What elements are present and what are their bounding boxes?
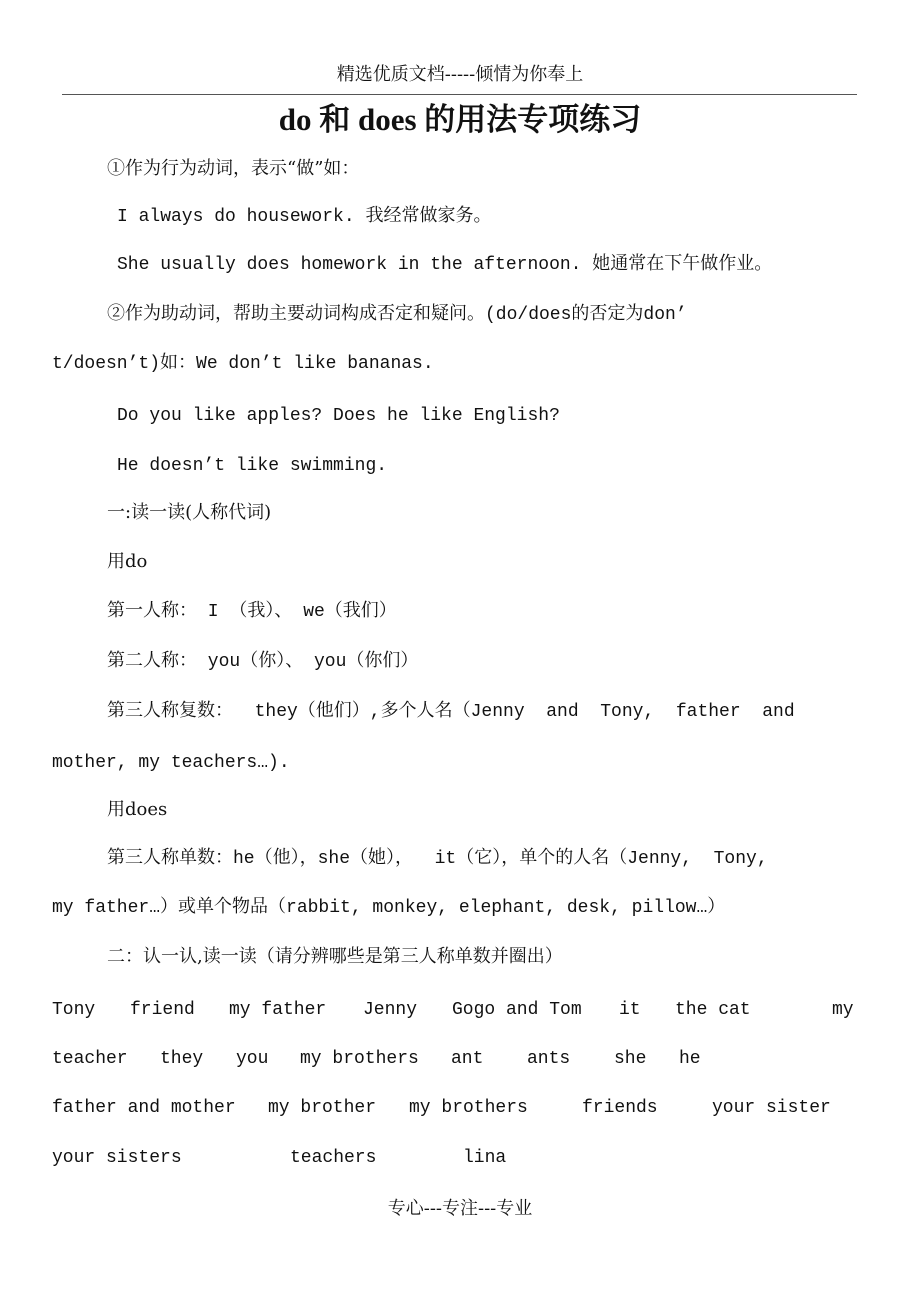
example-negative: He doesn’t like swimming. [117, 456, 388, 476]
word-item: teacher [52, 1049, 128, 1069]
section-1-heading: 一:读一读(人称代词) [107, 502, 272, 523]
word-item: Gogo and Tom [452, 1000, 582, 1020]
example-sentence-1: I always do housework. 我经常做家务。 [117, 207, 492, 227]
word-item: ants [527, 1049, 571, 1069]
word-item: friend [130, 1000, 195, 1020]
header-divider [62, 94, 857, 95]
use-do-label: 用do [107, 551, 148, 572]
word-item: your sister [712, 1098, 831, 1118]
document-title: do 和 does 的用法专项练习 [278, 102, 642, 137]
first-person-line: 第一人称： I （我）、 we（我们） [107, 602, 397, 622]
third-person-singular-line: 第三人称单数：he（他），she（她）， it（它），单个的人名（Jenny, Tony, [107, 849, 768, 869]
second-person-line: 第二人称： you（你）、 you（你们） [107, 652, 419, 672]
word-item: Jenny [363, 1000, 418, 1020]
word-item: my brothers [409, 1098, 528, 1118]
word-item: teachers [290, 1148, 377, 1168]
third-person-plural-line: 第三人称复数： they（他们）,多个人名（Jenny and Tony, father and [107, 702, 795, 722]
example-question: Do you like apples? Does he like English? [117, 406, 560, 426]
word-item: ant [451, 1049, 484, 1069]
usage-2-heading: ②作为助动词，帮助主要动词构成否定和疑问。(do/does的否定为don’ [107, 305, 687, 325]
word-item: the cat [675, 1000, 751, 1020]
word-item: Tony [52, 1000, 96, 1020]
example-sentence-2: She usually does homework in the afternoon. 她通常在下午做作业。 [117, 255, 773, 275]
usage-2-continued: t/doesn’t)如：We don’t like bananas. [52, 354, 434, 374]
section-2-heading: 二：认一认,读一读（请分辨哪些是第三人称单数并圈出） [107, 946, 563, 967]
word-item: you [236, 1049, 269, 1069]
page-header: 精选优质文档-----倾情为你奉上 [336, 64, 584, 85]
word-item: father and mother [52, 1098, 236, 1118]
word-item: he [679, 1049, 701, 1069]
word-item: it [619, 1000, 641, 1020]
word-item: she [614, 1049, 647, 1069]
word-item: friends [582, 1098, 658, 1118]
third-person-plural-continued: mother, my teachers…). [52, 753, 290, 773]
word-item: my [832, 1000, 854, 1020]
word-item: lina [463, 1148, 507, 1168]
use-does-label: 用does [107, 799, 168, 820]
word-item: my father [229, 1000, 327, 1020]
page-footer: 专心---专注---专业 [387, 1198, 533, 1219]
word-item: my brothers [300, 1049, 419, 1069]
word-item: my brother [268, 1098, 377, 1118]
word-item: your sisters [52, 1148, 182, 1168]
word-item: they [160, 1049, 204, 1069]
third-person-singular-continued: my father…）或单个物品（rabbit, monkey, elephant, desk, pillow…） [52, 898, 726, 918]
usage-1-heading: ①作为行为动词，表示“做”如： [107, 158, 360, 179]
